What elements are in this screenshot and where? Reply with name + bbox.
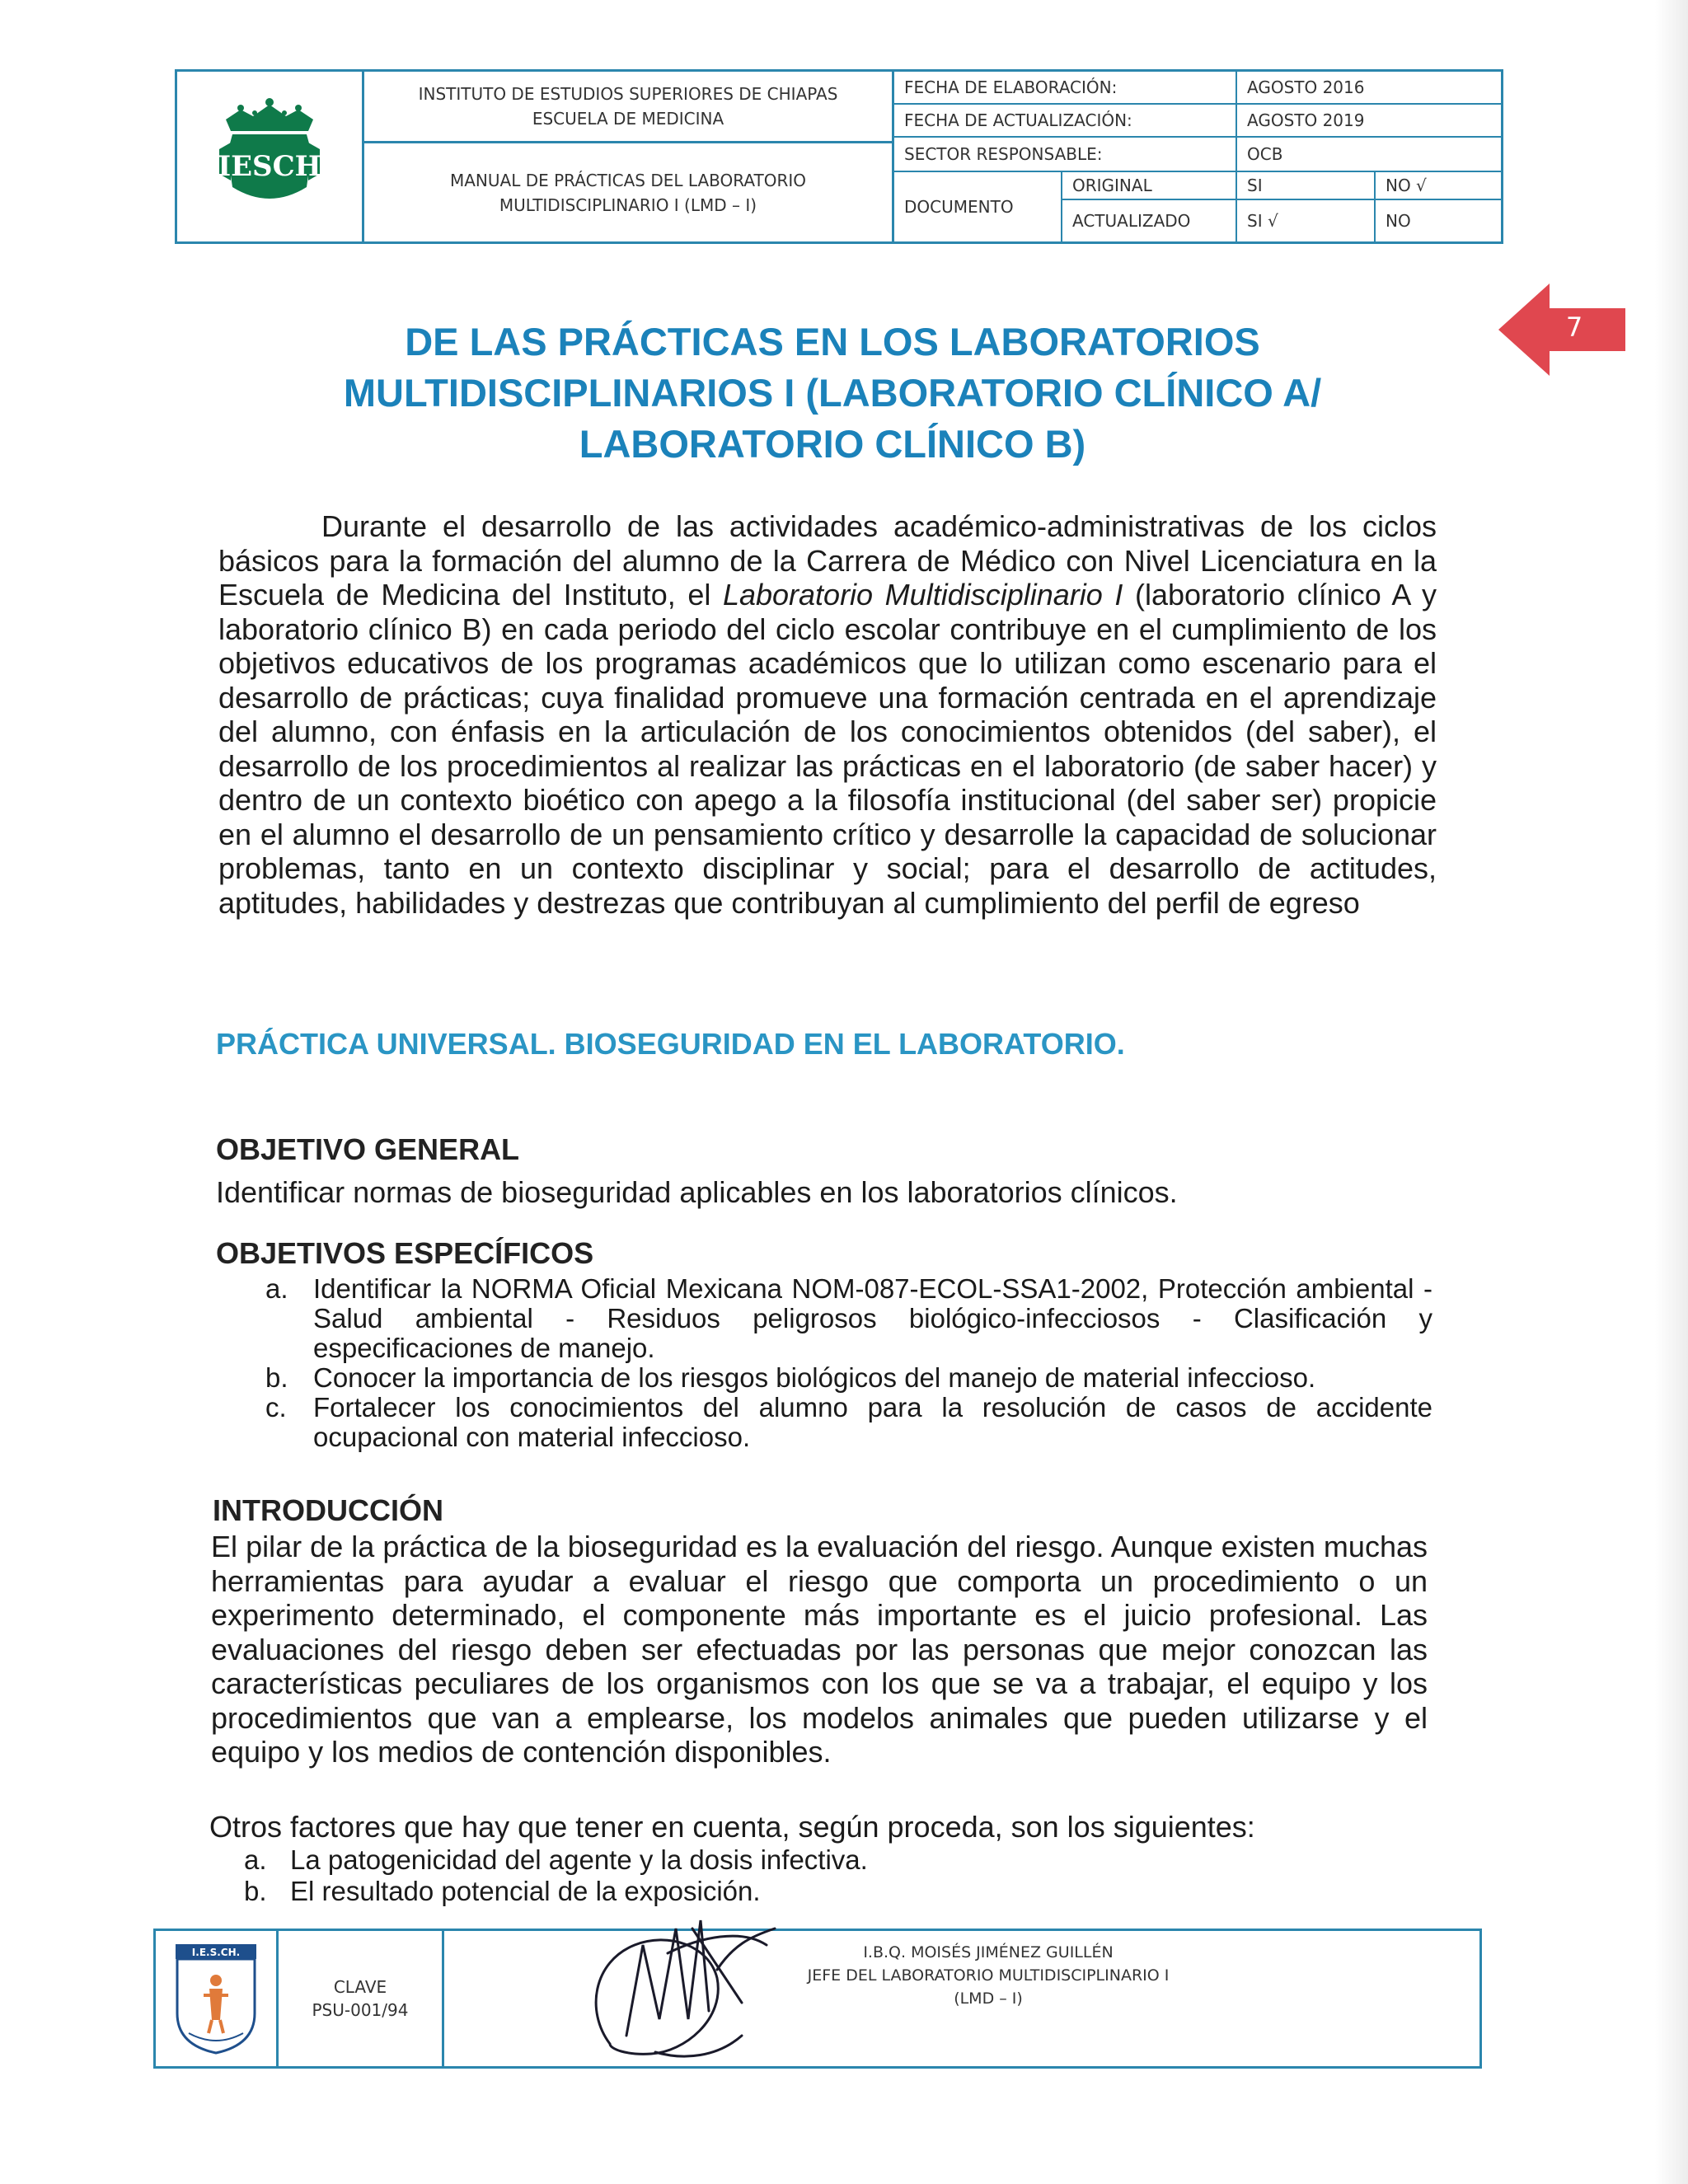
sector-value: OCB <box>1237 138 1501 172</box>
original-si: SI <box>1237 172 1376 200</box>
manual-title-line2: MULTIDISCIPLINARIO I (LMD – I) <box>499 194 757 215</box>
fecha-actualizacion-label: FECHA DE ACTUALIZACIÓN: <box>894 105 1237 138</box>
page-title <box>247 316 1418 470</box>
header-title-cells <box>364 72 894 241</box>
actualizado-label: ACTUALIZADO <box>1062 200 1237 241</box>
signer-role: JEFE DEL LABORATORIO MULTIDISCIPLINARIO I <box>807 1966 1170 1985</box>
logo-cell <box>177 72 364 241</box>
clave-value: PSU-001/94 <box>312 2000 409 2020</box>
objetivos-especificos-list <box>216 1274 1432 1452</box>
document-header <box>175 69 1503 244</box>
page-number: 7 <box>1565 312 1583 343</box>
actualizado-si: SI √ <box>1237 200 1376 241</box>
header-info-grid <box>894 72 1501 241</box>
sector-label: SECTOR RESPONSABLE: <box>894 138 1237 172</box>
page-title-line3: LABORATORIO CLÍNICO B) <box>579 422 1086 466</box>
list-item: a. Identificar la NORMA Oficial Mexicana NOM-087-ECOL-SSA1-2002, Protección ambiental - Salud ambiental - Residuos peligrosos biológico-infecciosos - Clasificación y especificaciones de manejo. <box>265 1273 1432 1363</box>
list-item: b. Conocer la importancia de los riesgos biológicos del manejo de material infeccioso. <box>265 1362 1316 1393</box>
page-title-line1: DE LAS PRÁCTICAS EN LOS LABORATORIOS <box>405 320 1260 363</box>
intro-text-part2: (laboratorio clínico A y laboratorio clínico B) en cada periodo del ciclo escolar contribuye en el cumplimiento de los objetivos educativos de los programas académicos que lo utilizan como escenario para el desarrollo de prácticas; cuya finalidad promueve una formación centrada en el aprendizaje del alumno, con énfasis en la articulación de los conocimientos obtenidos (del saber), el desarrollo de los procedimientos al realizar las prácticas en el laboratorio (de saber hacer) y dentro de un contexto bioético con apego a la filosofía institucional (del saber ser) propicie en el alumno el desarrollo de un pensamiento crítico y desarrolle la capacidad de solucionar problemas, tanto en un contexto disciplinar y social; para el desarrollo de actitudes, aptitudes, habilidades y destrezas que contribuyan al cumplimiento del perfil de egreso <box>218 578 1437 920</box>
fecha-elaboracion-value: AGOSTO 2016 <box>1237 72 1501 105</box>
document-footer <box>153 1929 1482 2069</box>
objetivos-especificos-heading: OBJETIVOS ESPECÍFICOS <box>216 1236 594 1270</box>
iesch-logo <box>208 95 331 218</box>
intro-text-part1: Durante el desarrollo de las actividades académico-administrativas de los ciclos básicos para la formación del alumno de la Carrera de Médico con Nivel Licenciatura en la Escuela de Medicina del Instituto, el <box>218 509 1437 612</box>
page-edge-shadow <box>1655 0 1688 2184</box>
footer-logo-cell <box>156 1931 279 2066</box>
section-title: PRÁCTICA UNIVERSAL. BIOSEGURIDAD EN EL LABORATORIO. <box>216 1027 1125 1061</box>
manual-cell <box>364 143 892 241</box>
intro-text-italic: Laboratorio Multidisciplinario I <box>722 578 1123 612</box>
list-item: a. La patogenicidad del agente y la dosis infectiva. <box>244 1844 868 1875</box>
otros-factores-text: Otros factores que hay que tener en cuenta, según proceda, son los siguientes: <box>209 1810 1255 1844</box>
school-name: ESCUELA DE MEDICINA <box>532 109 724 129</box>
handwritten-signature <box>577 1896 791 2069</box>
iesch-shield-logo <box>171 1941 261 2056</box>
fecha-actualizacion-value: AGOSTO 2019 <box>1237 105 1501 138</box>
list-item: c. Fortalecer los conocimientos del alumno para la resolución de casos de accidente ocupacional con material infeccioso. <box>265 1392 1432 1452</box>
manual-title-line1: MANUAL DE PRÁCTICAS DEL LABORATORIO <box>449 170 806 190</box>
original-label: ORIGINAL <box>1062 172 1237 200</box>
svg-text:IESCH: IESCH <box>218 150 321 183</box>
page-title-line2: MULTIDISCIPLINARIOS I (LABORATORIO CLÍNICO A/ <box>343 371 1322 415</box>
institute-name: INSTITUTO DE ESTUDIOS SUPERIORES DE CHIAPAS <box>418 84 838 104</box>
original-no: NO √ <box>1376 172 1501 200</box>
signer-block <box>790 1941 1186 2010</box>
svg-text:I.E.S.CH.: I.E.S.CH. <box>191 1947 241 1958</box>
objetivo-general-heading: OBJETIVO GENERAL <box>216 1132 520 1166</box>
footer-clave-cell <box>279 1931 444 2066</box>
signer-unit: (LMD – I) <box>954 1990 1023 2008</box>
institute-cell <box>364 72 892 143</box>
clave-label: CLAVE <box>333 1977 387 1997</box>
introduccion-paragraph: El pilar de la práctica de la bioseguridad es la evaluación del riesgo. Aunque existen muchas herramientas para ayudar a evaluar el riesgo que comporta un procedimiento o un experimento determinado, el componente más importante es el juicio profesional. Las evaluaciones del riesgo deben ser efectuadas por las personas que mejor conozcan las características peculiares de los organismos con los que se va a trabajar, el equipo y los procedimientos que van a emplearse, los modelos animales que pueden utilizarse y el equipo y los medios de contención disponibles. <box>211 1530 1428 1769</box>
actualizado-no: NO <box>1386 211 1411 231</box>
intro-paragraph <box>218 509 1437 920</box>
fecha-elaboracion-label: FECHA DE ELABORACIÓN: <box>894 72 1237 105</box>
introduccion-heading: INTRODUCCIÓN <box>213 1493 443 1527</box>
objetivo-general-text: Identificar normas de bioseguridad aplicables en los laboratorios clínicos. <box>216 1175 1178 1209</box>
signer-name: I.B.Q. MOISÉS JIMÉNEZ GUILLÉN <box>863 1943 1114 1961</box>
list-item: b. El resultado potencial de la exposición. <box>244 1876 761 1906</box>
documento-label: DOCUMENTO <box>894 172 1062 241</box>
